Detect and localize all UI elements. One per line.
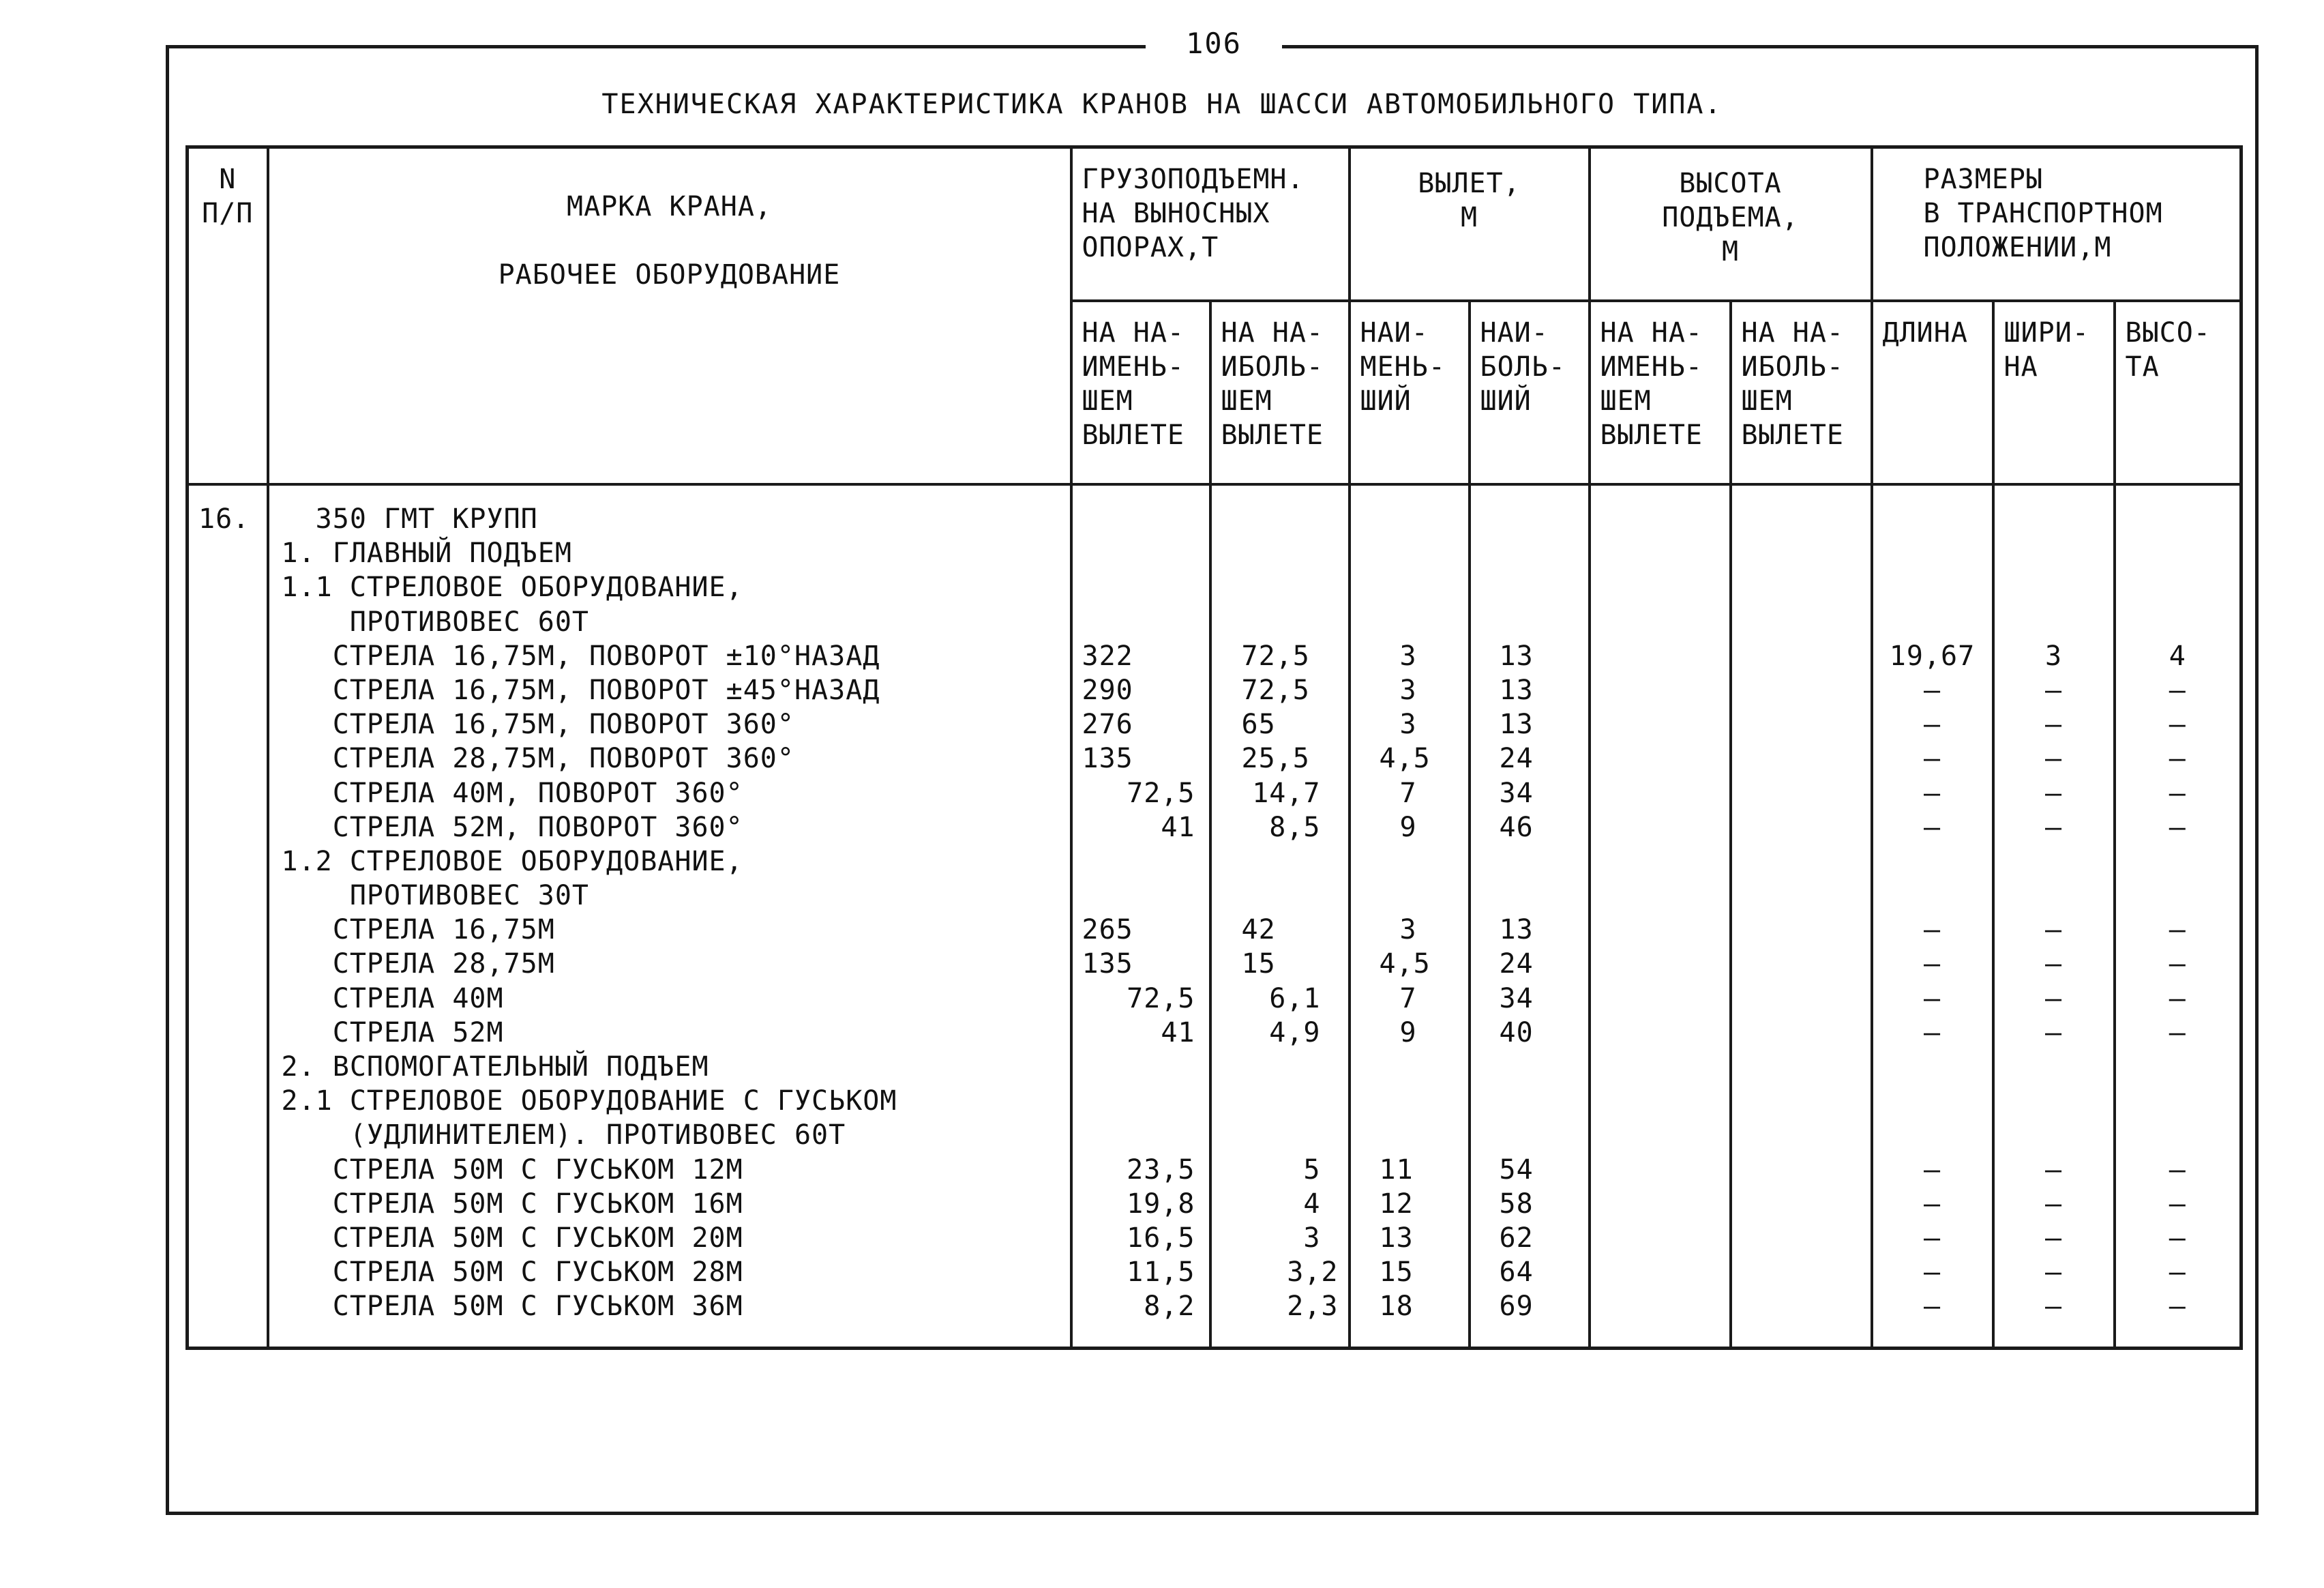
dim-height-column (2115, 484, 2241, 1349)
cell-length: – (1923, 1291, 1941, 1323)
cell-dim-height (2116, 570, 2240, 604)
cell-cap-min (1073, 879, 1209, 913)
cell-dim-height: – (2169, 811, 2186, 843)
cell-cap-max: 6,1 (1269, 982, 1321, 1014)
cell-length (1873, 1118, 1992, 1152)
cell-reach-min (1351, 570, 1468, 604)
reach-max-values (1471, 502, 1588, 1324)
cell-cap-max (1212, 1050, 1348, 1084)
cell-reach-max (1471, 605, 1588, 639)
cell-cap-min (1073, 605, 1209, 639)
cell-reach-min: 13 (1379, 1222, 1414, 1254)
cell-length (1873, 879, 1992, 913)
cell-reach-max: 13 (1499, 640, 1534, 672)
cell-length (1873, 502, 1992, 536)
header-length: ДЛИНА (1872, 301, 1993, 484)
cell-mark: СТРЕЛА 16,75М, ПОВОРОТ ±10°НАЗАД (281, 640, 880, 672)
cell-cap-max: 42 (1241, 914, 1276, 946)
cell-dim-height: – (2169, 914, 2186, 946)
cell-length: – (1923, 709, 1941, 741)
cell-length: – (1923, 914, 1941, 946)
cell-width (1995, 1050, 2113, 1084)
cell-reach-max: 24 (1499, 743, 1534, 775)
capacity-min-column (1071, 484, 1210, 1349)
cell-width (1995, 1118, 2113, 1152)
header-lift-height: ВЫСОТА ПОДЪЕМА, М (1590, 147, 1872, 302)
cell-mark: СТРЕЛА 50М С ГУСЬКОМ 20М (281, 1222, 743, 1254)
cell-length (1873, 844, 1992, 879)
cell-cap-min: 8,2 (1144, 1291, 1195, 1323)
cell-dim-height (2116, 502, 2240, 536)
cell-mark: ПРОТИВОВЕС 30Т (281, 880, 589, 912)
cell-cap-min: 19,8 (1127, 1188, 1195, 1220)
cell-width (1995, 536, 2113, 570)
cell-cap-min (1073, 1084, 1209, 1118)
cell-reach-max: 34 (1499, 982, 1534, 1014)
capacity-min-values (1073, 502, 1209, 1324)
cell-length: 19,67 (1889, 640, 1976, 672)
cell-reach-max (1471, 844, 1588, 879)
cell-reach-max: 64 (1499, 1256, 1534, 1289)
cell-dim-height (2116, 1050, 2240, 1084)
cell-cap-max: 65 (1241, 709, 1276, 741)
header-height-max: НА НА- ИБОЛЬ- ШЕМ ВЫЛЕТЕ (1731, 301, 1872, 484)
document-title: ТЕХНИЧЕСКАЯ ХАРАКТЕРИСТИКА КРАНОВ НА ШАССИ АВТОМОБИЛЬНОГО ТИПА. (601, 89, 1723, 120)
header-capacity-min: НА НА- ИМЕНЬ- ШЕМ ВЫЛЕТЕ (1071, 301, 1210, 484)
cell-dim-height (2116, 844, 2240, 879)
cell-length: – (1923, 1256, 1941, 1289)
cell-cap-min: 11,5 (1127, 1256, 1195, 1289)
cell-reach-min: 9 (1399, 811, 1417, 843)
cell-dim-height: – (2169, 777, 2186, 809)
cell-cap-min (1073, 1118, 1209, 1152)
header-reach-max: НАИ- БОЛЬ- ШИЙ (1470, 301, 1590, 484)
dim-height-values (2116, 502, 2240, 1324)
cell-cap-min: 41 (1161, 811, 1195, 843)
width-column (1993, 484, 2115, 1349)
cell-width: – (2044, 1016, 2063, 1048)
cell-dim-height: – (2169, 709, 2186, 741)
cell-dim-height: – (2169, 1016, 2186, 1048)
cell-cap-min: 41 (1161, 1016, 1195, 1048)
cell-mark: СТРЕЛА 50М С ГУСЬКОМ 12М (281, 1153, 743, 1186)
capacity-max-column (1210, 484, 1350, 1349)
cell-cap-max: 4,9 (1269, 1016, 1321, 1048)
cell-mark: СТРЕЛА 40М (281, 982, 504, 1014)
cell-reach-max: 13 (1499, 709, 1534, 741)
cell-reach-max: 13 (1499, 674, 1534, 706)
cell-reach-min (1351, 1084, 1468, 1118)
cell-reach-min: 9 (1399, 1016, 1417, 1048)
cell-width: – (2044, 1291, 2063, 1323)
cell-width: – (2044, 1153, 2063, 1186)
cell-length: – (1923, 811, 1941, 843)
cell-mark: СТРЕЛА 40М, ПОВОРОТ 360° (281, 777, 743, 809)
cell-cap-min (1073, 844, 1209, 879)
cell-cap-min (1073, 570, 1209, 604)
cell-width: 3 (2044, 640, 2063, 672)
cell-cap-min: 290 (1082, 674, 1133, 706)
cell-mark: СТРЕЛА 52М (281, 1016, 504, 1048)
mark-lines (269, 502, 1070, 1324)
cell-width: – (2044, 914, 2063, 946)
cell-cap-min: 16,5 (1127, 1222, 1195, 1254)
cell-length: – (1923, 777, 1941, 809)
cell-width: – (2044, 777, 2063, 809)
header-reach: ВЫЛЕТ, М (1350, 147, 1590, 302)
cell-reach-max: 13 (1499, 914, 1534, 946)
cell-reach-max: 62 (1499, 1222, 1534, 1254)
cell-cap-min: 23,5 (1127, 1153, 1195, 1186)
cell-width (1995, 1084, 2113, 1118)
reach-min-column (1350, 484, 1470, 1349)
header-reach-min: НАИ- МЕНЬ- ШИЙ (1350, 301, 1470, 484)
cell-reach-max: 54 (1499, 1153, 1534, 1186)
cell-reach-max: 34 (1499, 777, 1534, 809)
cell-width: – (2044, 948, 2063, 980)
cell-reach-min (1351, 1118, 1468, 1152)
cell-cap-max: 72,5 (1241, 640, 1310, 672)
cell-cap-min: 265 (1082, 914, 1133, 946)
capacity-max-values (1212, 502, 1348, 1324)
cell-cap-max: 8,5 (1269, 811, 1321, 843)
cell-cap-min: 276 (1082, 709, 1133, 741)
cell-cap-max (1212, 605, 1348, 639)
cell-length: – (1923, 982, 1941, 1014)
cell-dim-height: – (2169, 1188, 2186, 1220)
cell-mark: 1. ГЛАВНЫЙ ПОДЪЕМ (281, 538, 572, 570)
length-values (1873, 502, 1992, 1324)
cell-reach-max (1471, 570, 1588, 604)
cell-dim-height: – (2169, 743, 2186, 775)
cell-mark: СТРЕЛА 28,75М, ПОВОРОТ 360° (281, 743, 794, 775)
cell-reach-max (1471, 536, 1588, 570)
cell-mark: СТРЕЛА 16,75М, ПОВОРОТ 360° (281, 709, 794, 741)
cell-cap-max (1212, 502, 1348, 536)
cell-cap-max (1212, 1084, 1348, 1118)
cell-length: – (1923, 1153, 1941, 1186)
entry-number-cell (188, 484, 268, 1349)
crane-spec-table (185, 145, 2243, 1350)
header-capacity-max: НА НА- ИБОЛЬ- ШЕМ ВЫЛЕТЕ (1210, 301, 1350, 484)
cell-dim-height: – (2169, 1222, 2186, 1254)
cell-reach-max (1471, 1084, 1588, 1118)
cell-cap-min (1073, 1050, 1209, 1084)
cell-mark: СТРЕЛА 28,75М (281, 948, 555, 980)
cell-dim-height: – (2169, 674, 2186, 706)
cell-cap-max (1212, 570, 1348, 604)
width-values (1995, 502, 2113, 1324)
cell-mark: СТРЕЛА 50М С ГУСЬКОМ 36М (281, 1291, 743, 1323)
cell-reach-max: 46 (1499, 811, 1534, 843)
cell-length: – (1923, 743, 1941, 775)
cell-width: – (2044, 1256, 2063, 1289)
header-height-min: НА НА- ИМЕНЬ- ШЕМ ВЫЛЕТЕ (1590, 301, 1731, 484)
cell-length (1873, 605, 1992, 639)
cell-reach-min: 3 (1399, 914, 1417, 946)
cell-mark: 1.1 СТРЕЛОВОЕ ОБОРУДОВАНИЕ, (281, 572, 743, 604)
cell-reach-max (1471, 1118, 1588, 1152)
header-number: N П/П (188, 147, 268, 485)
cell-reach-min: 15 (1379, 1256, 1414, 1289)
header-dim-height: ВЫСО- ТА (2115, 301, 2241, 484)
cell-cap-min: 135 (1082, 948, 1133, 980)
cell-mark: (УДЛИНИТЕЛЕМ). ПРОТИВОВЕС 60Т (281, 1119, 846, 1151)
cell-reach-max (1471, 879, 1588, 913)
cell-reach-max (1471, 502, 1588, 536)
entry-number: 16. (198, 503, 250, 535)
cell-cap-max: 25,5 (1241, 743, 1310, 775)
cell-reach-min: 3 (1399, 674, 1417, 706)
cell-reach-min (1351, 605, 1468, 639)
cell-dim-height (2116, 1118, 2240, 1152)
cell-mark: СТРЕЛА 16,75М (281, 914, 555, 946)
cell-reach-max: 24 (1499, 948, 1534, 980)
cell-cap-max: 72,5 (1241, 674, 1310, 706)
cell-width (1995, 502, 2113, 536)
cell-mark: СТРЕЛА 50М С ГУСЬКОМ 28М (281, 1256, 743, 1289)
cell-mark: ПРОТИВОВЕС 60Т (281, 606, 589, 638)
cell-mark: 2. ВСПОМОГАТЕЛЬНЫЙ ПОДЪЕМ (281, 1051, 709, 1083)
cell-mark: 350 ГМТ КРУПП (281, 503, 538, 535)
cell-length (1873, 1050, 1992, 1084)
cell-cap-min: 72,5 (1127, 777, 1195, 809)
cell-dim-height (2116, 605, 2240, 639)
cell-width: – (2044, 674, 2063, 706)
cell-width: – (2044, 982, 2063, 1014)
cell-cap-max (1212, 536, 1348, 570)
cell-reach-min: 7 (1399, 777, 1417, 809)
cell-cap-max (1212, 844, 1348, 879)
cell-mark: 1.2 СТРЕЛОВОЕ ОБОРУДОВАНИЕ, (281, 845, 743, 877)
cell-width: – (2044, 709, 2063, 741)
cell-dim-height (2116, 879, 2240, 913)
cell-mark: СТРЕЛА 16,75М, ПОВОРОТ ±45°НАЗАД (281, 674, 880, 706)
cell-reach-min: 4,5 (1379, 948, 1431, 980)
height-min-column (1590, 484, 1731, 1349)
cell-dim-height (2116, 1084, 2240, 1118)
cell-reach-min: 7 (1399, 982, 1417, 1014)
cell-cap-max: 14,7 (1252, 777, 1321, 809)
reach-max-column (1470, 484, 1590, 1349)
cell-reach-max: 40 (1499, 1016, 1534, 1048)
cell-cap-max: 5 (1303, 1153, 1321, 1186)
cell-reach-min: 3 (1399, 640, 1417, 672)
cell-reach-max: 58 (1499, 1188, 1534, 1220)
cell-length: – (1923, 1222, 1941, 1254)
cell-width (1995, 570, 2113, 604)
reach-min-values (1351, 502, 1468, 1324)
cell-width (1995, 605, 2113, 639)
cell-length: – (1923, 948, 1941, 980)
cell-reach-max (1471, 1050, 1588, 1084)
cell-cap-max: 3 (1303, 1222, 1321, 1254)
cell-dim-height (2116, 536, 2240, 570)
cell-dim-height: – (2169, 948, 2186, 980)
cell-reach-min (1351, 844, 1468, 879)
cell-dim-height: – (2169, 982, 2186, 1014)
cell-width (1995, 844, 2113, 879)
cell-cap-min (1073, 502, 1209, 536)
cell-reach-min (1351, 879, 1468, 913)
cell-dim-height: – (2169, 1256, 2186, 1289)
cell-length: – (1923, 1016, 1941, 1048)
cell-reach-min: 18 (1379, 1291, 1414, 1323)
cell-length: – (1923, 674, 1941, 706)
cell-cap-max (1212, 1118, 1348, 1152)
cell-width: – (2044, 1188, 2063, 1220)
cell-cap-max: 3,2 (1287, 1256, 1339, 1289)
cell-mark: СТРЕЛА 52М, ПОВОРОТ 360° (281, 811, 743, 843)
cell-reach-min (1351, 1050, 1468, 1084)
cell-dim-height: 4 (2169, 640, 2186, 672)
cell-reach-min: 3 (1399, 709, 1417, 741)
cell-reach-min (1351, 536, 1468, 570)
cell-length (1873, 536, 1992, 570)
cell-reach-max: 69 (1499, 1291, 1534, 1323)
page-number: 106 (1146, 23, 1282, 64)
height-max-column (1731, 484, 1872, 1349)
cell-cap-min: 72,5 (1127, 982, 1195, 1014)
header-capacity: ГРУЗОПОДЪЕМН. НА ВЫНОСНЫХ ОПОРАХ,Т (1071, 147, 1350, 302)
cell-length (1873, 1084, 1992, 1118)
cell-width: – (2044, 1222, 2063, 1254)
header-crane-mark: МАРКА КРАНА, РАБОЧЕЕ ОБОРУДОВАНИЕ (268, 147, 1071, 485)
header-dimensions: РАЗМЕРЫ В ТРАНСПОРТНОМ ПОЛОЖЕНИИ,М (1872, 147, 2241, 302)
cell-reach-min (1351, 502, 1468, 536)
cell-width (1995, 879, 2113, 913)
cell-dim-height: – (2169, 1291, 2186, 1323)
cell-length (1873, 570, 1992, 604)
cell-cap-min: 322 (1082, 640, 1133, 672)
cell-reach-min: 12 (1379, 1188, 1414, 1220)
cell-reach-min: 4,5 (1379, 743, 1431, 775)
mark-column (268, 484, 1071, 1349)
cell-cap-min (1073, 536, 1209, 570)
cell-cap-max: 2,3 (1287, 1291, 1339, 1323)
cell-width: – (2044, 811, 2063, 843)
cell-width: – (2044, 743, 2063, 775)
length-column (1872, 484, 1993, 1349)
cell-length: – (1923, 1188, 1941, 1220)
cell-cap-max: 15 (1241, 948, 1276, 980)
cell-reach-min: 11 (1379, 1153, 1414, 1186)
cell-cap-max (1212, 879, 1348, 913)
cell-cap-max: 4 (1303, 1188, 1321, 1220)
cell-mark: СТРЕЛА 50М С ГУСЬКОМ 16М (281, 1188, 743, 1220)
cell-mark: 2.1 СТРЕЛОВОЕ ОБОРУДОВАНИЕ С ГУСЬКОМ (281, 1085, 897, 1117)
cell-cap-min: 135 (1082, 743, 1133, 775)
header-width: ШИРИ- НА (1993, 301, 2115, 484)
cell-dim-height: – (2169, 1153, 2186, 1186)
